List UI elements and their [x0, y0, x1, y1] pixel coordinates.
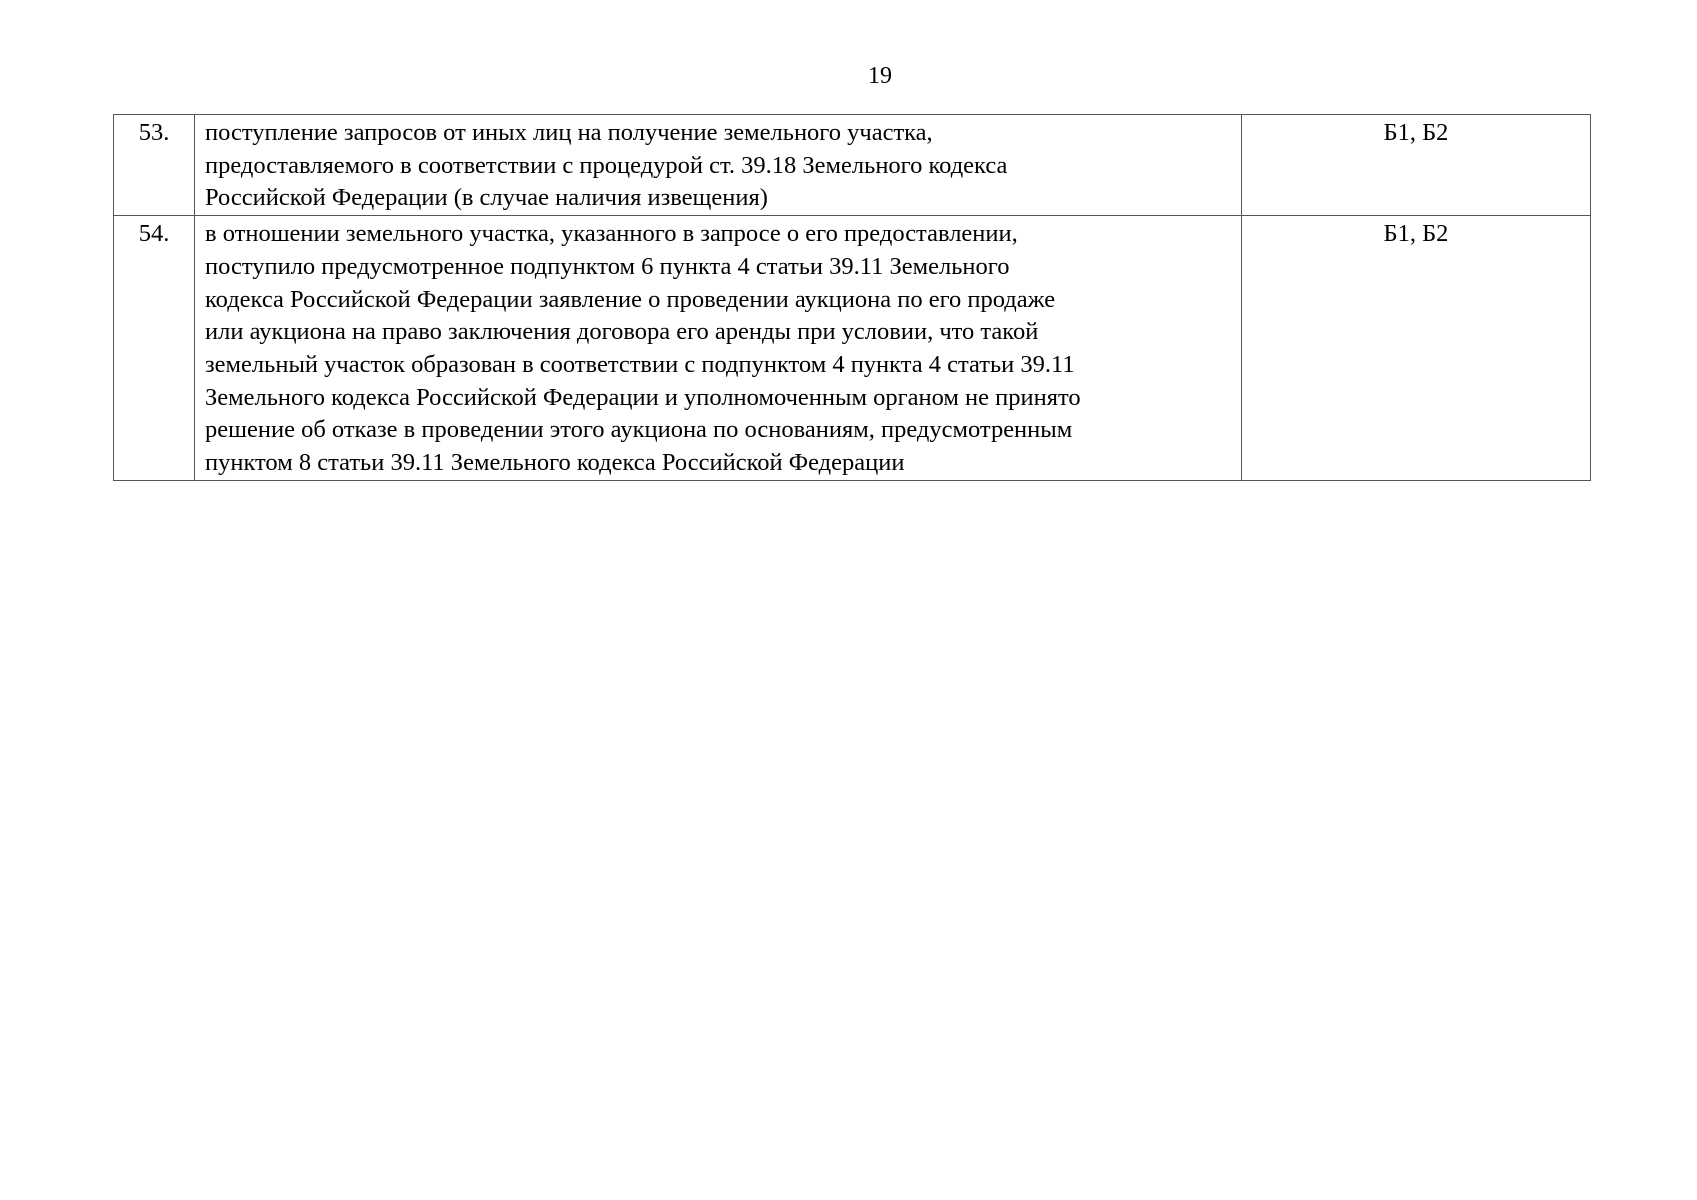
table-row-53: [114, 115, 1591, 216]
description-line: поступление запросов от иных лиц на получение земельного участка,: [205, 119, 933, 146]
description-line: решение об отказе в проведении этого аукциона по основаниям, предусмотренным: [205, 416, 1073, 444]
row-code: Б1, Б2: [1242, 115, 1591, 216]
description-line: пунктом 8 статьи 39.11 Земельного кодекса Российской Федерации: [205, 449, 905, 477]
description-line: предоставляемого в соответствии с процедурой ст. 39.18 Земельного кодекса: [205, 151, 1008, 179]
description-line: кодекса Российской Федерации заявление о проведении аукциона по его продаже: [205, 285, 1056, 313]
row-number: 54.: [114, 216, 195, 481]
grounds-table: [113, 114, 1591, 481]
row-description: [195, 216, 1242, 481]
row-number: 53.: [114, 115, 195, 216]
description-line: или аукциона на право заключения договора его аренды при условии, что такой: [205, 318, 1039, 346]
description-line: поступило предусмотренное подпунктом 6 пункта 4 статьи 39.11 Земельного: [205, 252, 1010, 280]
description-line: Земельного кодекса Российской Федерации и уполномоченным органом не принято: [205, 383, 1081, 411]
description-line: земельный участок образован в соответствии с подпунктом 4 пункта 4 статьи 39.11: [205, 350, 1075, 378]
page-number: 19: [868, 63, 892, 89]
description-line: Российской Федерации (в случае наличия извещения): [205, 184, 768, 212]
table-row-54: [114, 216, 1591, 481]
description-line: в отношении земельного участка, указанного в запросе о его предоставлении,: [205, 220, 1018, 248]
row-code: Б1, Б2: [1242, 216, 1591, 481]
row-description: [195, 115, 1242, 216]
